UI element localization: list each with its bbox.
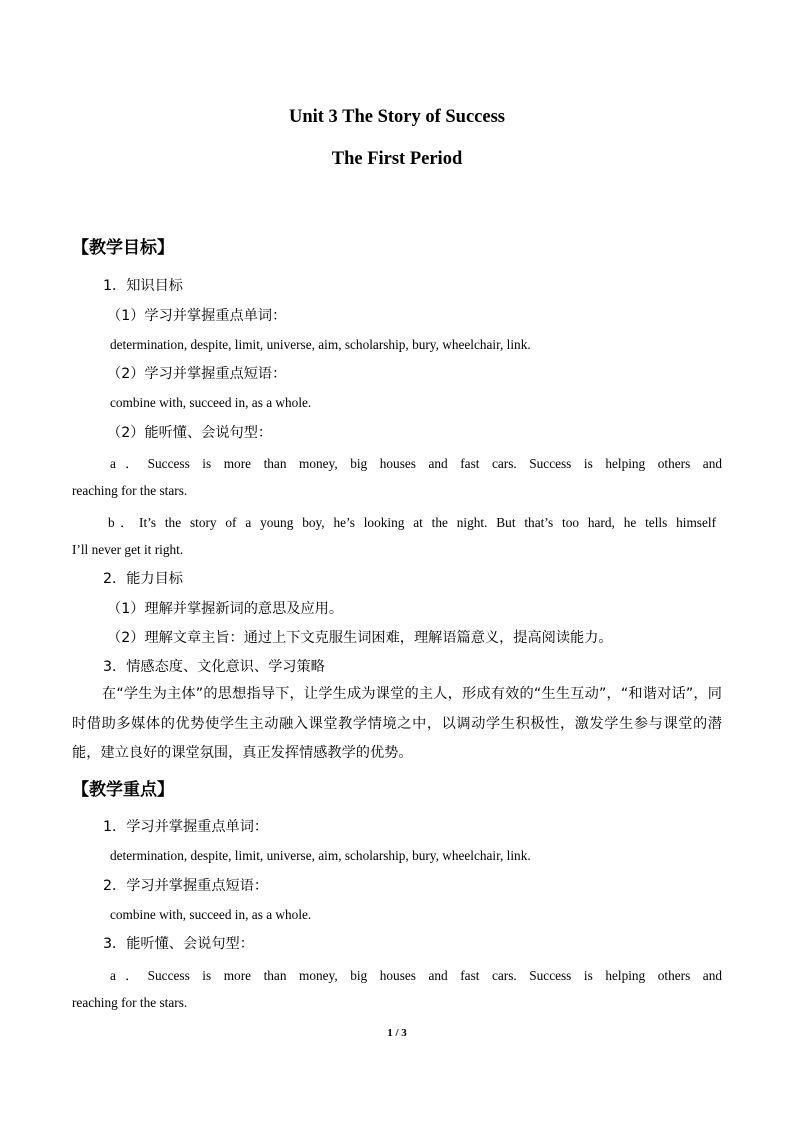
sentence-a-line1: a．Success is more than money, big houses and fast cars. Success is helping others and xyxy=(110,456,722,471)
document-subtitle: The First Period xyxy=(331,149,463,169)
key-words-list: determination, despite, limit, universe, aim, scholarship, bury, wheelchair, link. xyxy=(110,848,531,863)
knowledge-words-list: determination, despite, limit, universe, aim, scholarship, bury, wheelchair, link. xyxy=(110,337,531,352)
key-sentence-a-line2: reaching for the stars. xyxy=(72,995,188,1010)
attitude-paragraph: 在“学生为主体”的思想指导下，让学生成为课堂的主人，形成有效的“生生互动”，“和谐对话”，同时借助多媒体的优势使学生主动融入课堂教学情境之中，以调动学生积极性，激发学生参与课堂的潜能，建立良好的课堂氛围，真正发挥情感教学的优势。 xyxy=(72,686,722,761)
sentence-b-line1: b．It’s the story of a young boy, he’s looking at the night. But that’s too hard, he tells himself xyxy=(108,515,716,530)
ability-item-1: （1）理解并掌握新词的意思及应用。 xyxy=(107,601,344,617)
knowledge-words-label: （1）学习并掌握重点单词： xyxy=(107,308,287,324)
objective-knowledge-label: 1．知识目标 xyxy=(103,278,183,294)
page-number: 1 / 3 xyxy=(387,1027,407,1039)
document-title: Unit 3 The Story of Success xyxy=(288,107,505,127)
sentence-b-line2: I’ll never get it right. xyxy=(72,542,184,557)
objective-ability-label: 2．能力目标 xyxy=(103,571,183,587)
knowledge-phrases-list: combine with, succeed in, as a whole. xyxy=(110,395,312,410)
ability-item-2: （2）理解文章主旨：通过上下文克服生词困难，理解语篇意义，提高阅读能力。 xyxy=(107,630,613,646)
knowledge-phrases-label: （2）学习并掌握重点短语： xyxy=(107,366,287,382)
key-phrases-list: combine with, succeed in, as a whole. xyxy=(110,907,312,922)
key-sentence-a-line1: a．Success is more than money, big houses and fast cars. Success is helping others and xyxy=(110,968,722,983)
key-phrases-label: 2．学习并掌握重点短语： xyxy=(103,878,269,894)
knowledge-sentences-label: （2）能听懂、会说句型： xyxy=(107,425,273,441)
section-heading-objectives: 【教学目标】 xyxy=(72,238,174,258)
key-sentences-label: 3．能听懂、会说句型： xyxy=(103,936,254,952)
section-heading-key-points: 【教学重点】 xyxy=(72,780,174,800)
key-words-label: 1．学习并掌握重点单词： xyxy=(103,819,269,835)
objective-attitude-label: 3．情感态度、文化意识、学习策略 xyxy=(103,659,325,675)
sentence-a-line2: reaching for the stars. xyxy=(72,483,188,498)
